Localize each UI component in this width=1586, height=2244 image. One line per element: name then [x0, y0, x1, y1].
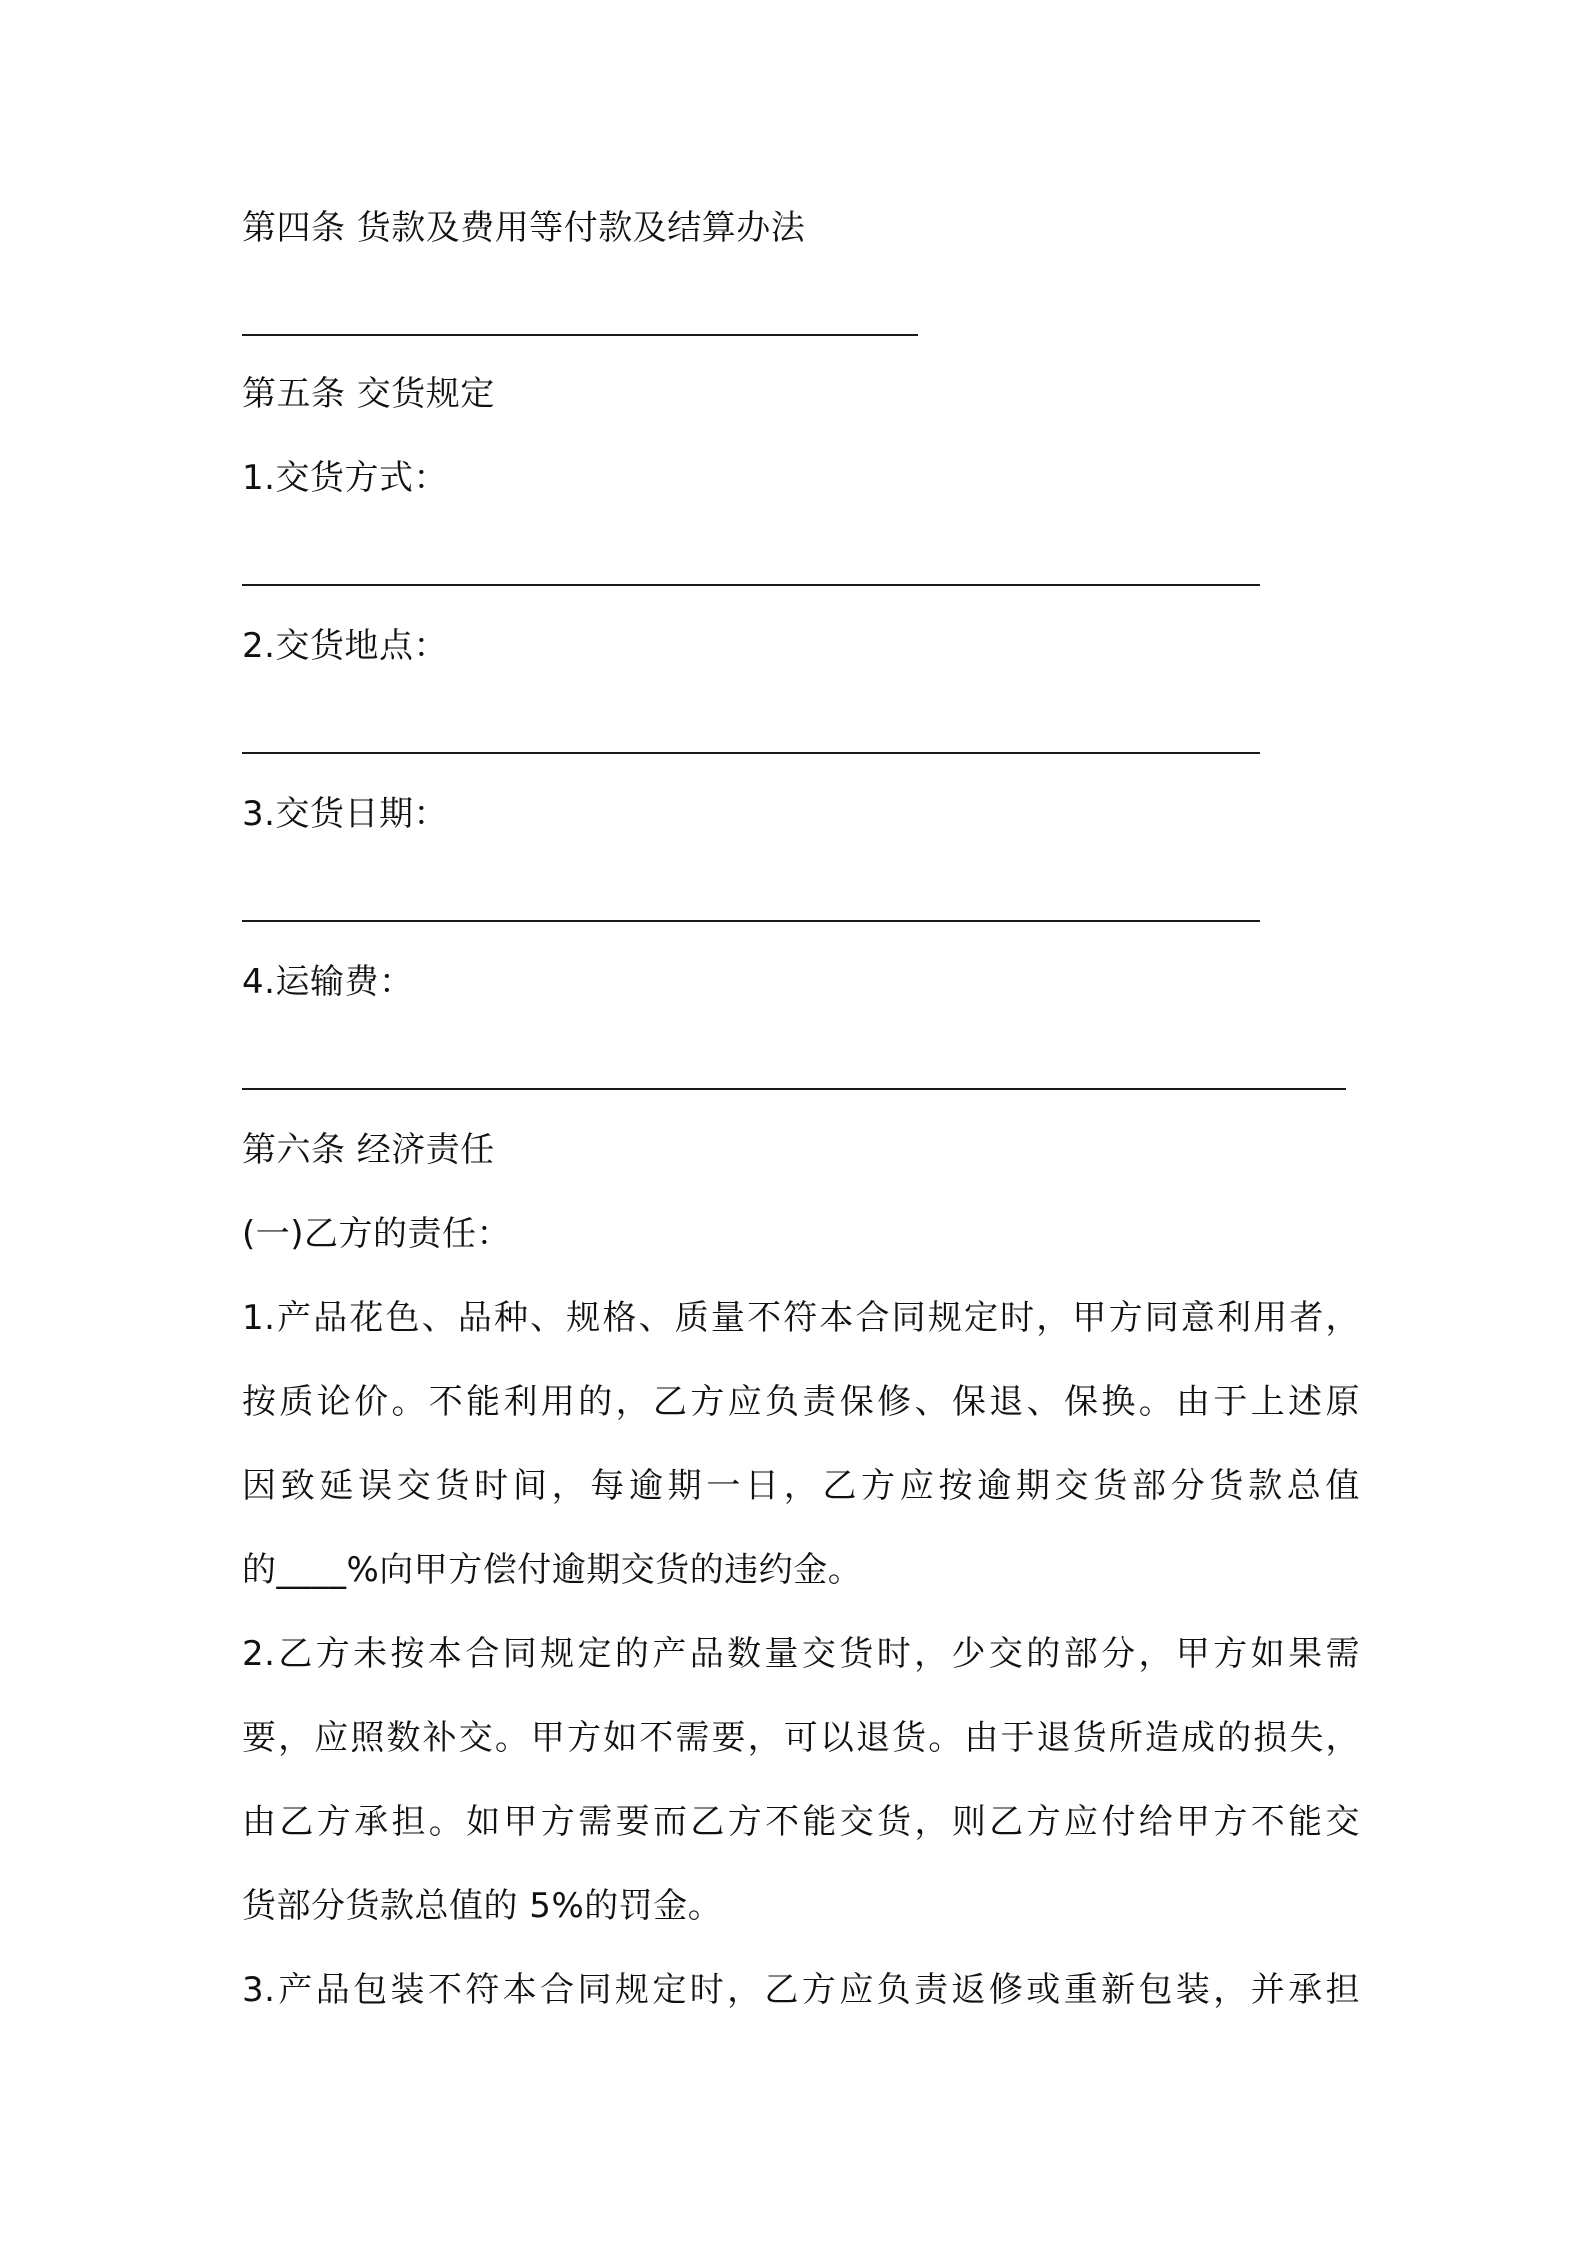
freight-blank-line: [242, 1088, 1346, 1090]
clause-1-line-4: 的____%向甲方偿付逾期交货的违约金。: [242, 1550, 863, 1590]
delivery-place-label: 2.交货地点：: [242, 626, 448, 666]
delivery-date-blank-line: [242, 920, 1260, 922]
clause-2-line-4: 货部分货款总值的 5%的罚金。: [242, 1886, 723, 1926]
delivery-method-blank-line: [242, 584, 1260, 586]
clause-1-line-1: 1.产品花色、品种、规格、质量不符本合同规定时，甲方同意利用者，: [242, 1298, 1360, 1338]
party-b-responsibility-heading: (一)乙方的责任：: [242, 1214, 512, 1254]
delivery-date-label: 3.交货日期：: [242, 794, 448, 834]
article-4-blank-line: [242, 334, 918, 336]
clause-1-line-2: 按质论价。不能利用的，乙方应负责保修、保退、保换。由于上述原: [242, 1382, 1360, 1422]
article-5-heading: 第五条 交货规定: [242, 374, 495, 414]
clause-2-line-1: 2.乙方未按本合同规定的产品数量交货时，少交的部分，甲方如果需: [242, 1634, 1360, 1674]
article-6-heading: 第六条 经济责任: [242, 1130, 495, 1170]
delivery-place-blank-line: [242, 752, 1260, 754]
delivery-method-label: 1.交货方式：: [242, 458, 448, 498]
freight-label: 4.运输费：: [242, 962, 414, 1002]
clause-1-line-3: 因致延误交货时间，每逾期一日，乙方应按逾期交货部分货款总值: [242, 1466, 1360, 1506]
clause-3-line-1: 3.产品包装不符本合同规定时，乙方应负责返修或重新包装，并承担: [242, 1970, 1360, 2010]
clause-2-line-3: 由乙方承担。如甲方需要而乙方不能交货，则乙方应付给甲方不能交: [242, 1802, 1360, 1842]
article-4-heading: 第四条 货款及费用等付款及结算办法: [242, 208, 806, 248]
clause-2-line-2: 要，应照数补交。甲方如不需要，可以退货。由于退货所造成的损失，: [242, 1718, 1360, 1758]
